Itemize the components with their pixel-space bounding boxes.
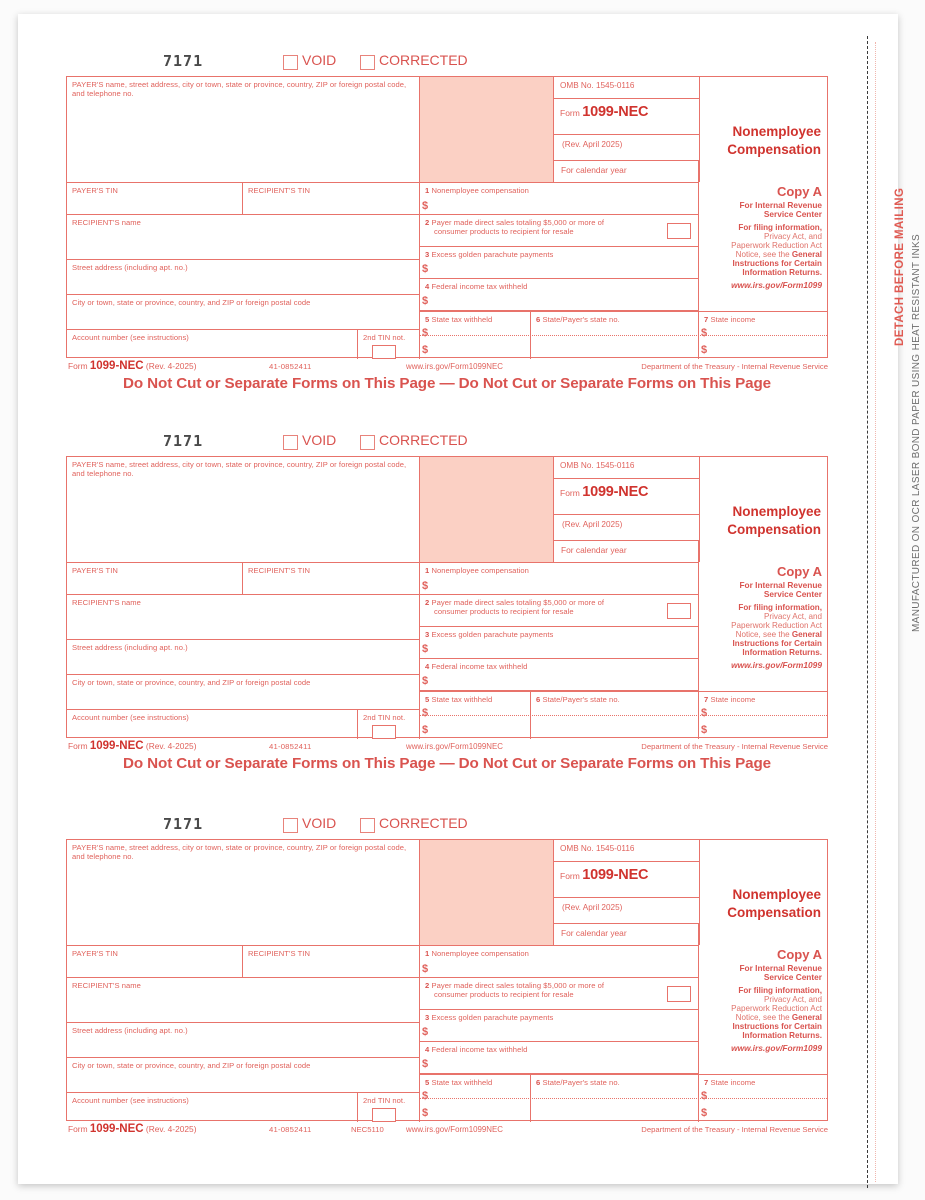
box-2-label-line-2: consumer products to recipient for resale	[434, 607, 574, 617]
payer-name-address-box[interactable]	[67, 457, 419, 562]
box-3-golden-parachute[interactable]	[419, 627, 699, 659]
form-number-label: 1099-NEC	[582, 484, 649, 500]
box-6-number: 6	[536, 695, 541, 704]
copy-a-blurb-1: For filing information,	[738, 222, 822, 232]
copy-a-blurb-6: Information Returns.	[742, 648, 822, 658]
city-state-zip-box[interactable]	[67, 1058, 419, 1093]
box-3-number: 3	[425, 630, 430, 639]
box-7-dollar-sign-1: $	[701, 1090, 708, 1102]
footer-revision: (Rev. 4-2025)	[145, 741, 197, 751]
box-2-checkbox[interactable]	[667, 986, 691, 1002]
void-label: VOID	[302, 52, 337, 68]
form-footer-2	[66, 739, 828, 754]
box-3-label: Excess golden parachute payments	[431, 1013, 554, 1022]
void-label: VOID	[302, 432, 337, 448]
revision-cell	[554, 515, 699, 541]
payer-name-address-box[interactable]	[67, 77, 419, 182]
box-4-dollar-sign: $	[422, 675, 429, 687]
corrected-checkbox[interactable]	[360, 435, 375, 450]
box-2-label-line-1: Payer made direct sales totaling $5,000 or more of	[431, 981, 605, 990]
calendar-year-label: For calendar year	[561, 928, 627, 938]
box-2-label-line-1: Payer made direct sales totaling $5,000 or more of	[431, 218, 605, 227]
box-7-dollar-sign-1: $	[701, 707, 708, 719]
perforation-red-edge	[875, 42, 876, 1182]
box-5-number: 5	[425, 1078, 430, 1087]
street-address-label: Street address (including apt. no.)	[72, 263, 188, 272]
box-6-label: State/Payer's state no.	[542, 1078, 620, 1087]
calendar-year-label: For calendar year	[561, 165, 627, 175]
payers-tin-box[interactable]	[67, 562, 242, 595]
box-7-number: 7	[704, 695, 709, 704]
box-7-dollar-sign-2: $	[701, 1107, 708, 1119]
revision-label: (Rev. April 2025)	[562, 520, 623, 529]
form-grid	[66, 456, 828, 738]
footer-url[interactable]: www.irs.gov/Form1099NEC	[406, 1125, 503, 1134]
payer-name-address-label: PAYER'S name, street address, city or town, state or province, country, ZIP or foreign postal code, and telephone no.	[72, 460, 407, 479]
form-number-label: 1099-NEC	[582, 104, 649, 120]
sheet-marking-7171: 7171	[163, 432, 204, 450]
copy-a-blurb-5: Instructions for Certain	[732, 639, 822, 649]
footer-catalog-code: 41-0852411	[269, 362, 312, 371]
copy-a-blurb-6: Information Returns.	[742, 268, 822, 278]
copy-a-blurb-4a: Notice, see the	[735, 249, 792, 259]
box-2-label-line-2: consumer products to recipient for resale	[434, 227, 574, 237]
form-footer-1	[66, 359, 828, 374]
copy-a-blurb-4a: Notice, see the	[735, 629, 792, 639]
recipients-name-label: RECIPIENT'S name	[72, 218, 141, 227]
form-number-label: 1099-NEC	[582, 867, 649, 883]
box-2-number: 2	[425, 598, 430, 607]
sheet-marking-7171: 7171	[163, 815, 204, 833]
box-7-dollar-sign-2: $	[701, 724, 708, 736]
copy-a-subtitle-2: Service Center	[763, 209, 822, 220]
box-5-dollar-sign-2: $	[422, 1107, 429, 1119]
account-number-box[interactable]	[67, 330, 357, 359]
box-1-dollar-sign: $	[422, 963, 429, 975]
box-3-dollar-sign: $	[422, 1026, 429, 1038]
heading-line-2: Compensation	[727, 521, 821, 537]
copy-a-subtitle-2: Service Center	[763, 972, 822, 983]
footer-url[interactable]: www.irs.gov/Form1099NEC	[406, 742, 503, 751]
street-address-box[interactable]	[67, 1023, 419, 1058]
payer-name-address-label: PAYER'S name, street address, city or town, state or province, country, ZIP or foreign postal code, and telephone no.	[72, 80, 407, 99]
footer-department: Department of the Treasury - Internal Revenue Service	[641, 1125, 828, 1134]
revision-cell	[554, 135, 699, 161]
box-7-dollar-sign-2: $	[701, 344, 708, 356]
copy-a-blurb-2: Privacy Act, and	[763, 994, 822, 1004]
payers-tin-box[interactable]	[67, 182, 242, 215]
box-1-number: 1	[425, 566, 430, 575]
box-1-label: Nonemployee compensation	[431, 566, 529, 575]
box-2-number: 2	[425, 981, 430, 990]
detach-before-mailing-text: DETACH BEFORE MAILING	[894, 187, 906, 346]
form-footer-3	[66, 1122, 828, 1137]
recipients-tin-box[interactable]	[242, 945, 419, 978]
box-3-golden-parachute[interactable]	[419, 1010, 699, 1042]
second-tin-box[interactable]	[357, 1093, 419, 1122]
box-5-dollar-sign-2: $	[422, 724, 429, 736]
box-3-dollar-sign: $	[422, 263, 429, 275]
omb-cell	[554, 457, 699, 479]
recipients-name-box[interactable]	[67, 978, 419, 1023]
copy-a-blurb-3: Paperwork Reduction Act	[731, 620, 822, 630]
corrected-label: CORRECTED	[379, 52, 468, 68]
box-4-label: Federal income tax withheld	[431, 282, 528, 291]
footer-revision: (Rev. 4-2025)	[145, 361, 197, 371]
box-4-dollar-sign: $	[422, 1058, 429, 1070]
box-2-number: 2	[425, 218, 430, 227]
footer-revision: (Rev. 4-2025)	[145, 1124, 197, 1134]
box-3-number: 3	[425, 1013, 430, 1022]
city-state-zip-box[interactable]	[67, 675, 419, 710]
box-4-number: 4	[425, 662, 430, 671]
box-6-label: State/Payer's state no.	[542, 695, 620, 704]
street-address-box[interactable]	[67, 640, 419, 675]
top-strip	[66, 432, 828, 456]
recipients-name-box[interactable]	[67, 595, 419, 640]
footer-catalog-code: 41-0852411	[269, 742, 312, 751]
form-copy-2	[66, 432, 828, 772]
perforation-line	[867, 36, 868, 1188]
footer-form-word: Form	[68, 1124, 88, 1134]
form-grid	[66, 76, 828, 358]
heading-line-1: Nonemployee	[732, 887, 821, 902]
state-rows-divider	[419, 715, 827, 716]
recipients-tin-label: RECIPIENT'S TIN	[248, 186, 310, 195]
copy-a-blurb-4a: Notice, see the	[735, 1012, 792, 1022]
footer-product-code: NEC5110	[351, 1125, 384, 1134]
copy-a-subtitle-1: For Internal Revenue	[739, 580, 822, 590]
second-tin-label: 2nd TIN not.	[363, 713, 406, 722]
box-5-dollar-sign-2: $	[422, 344, 429, 356]
copy-a-blurb-4b: General	[791, 629, 822, 639]
box-5-label: State tax withheld	[431, 1078, 493, 1087]
copy-a-blurb-3: Paperwork Reduction Act	[731, 1003, 822, 1013]
box-7-number: 7	[704, 315, 709, 324]
heading-line-2: Compensation	[727, 141, 821, 157]
payer-name-address-box[interactable]	[67, 840, 419, 945]
footer-form-word: Form	[68, 361, 88, 371]
box-4-label: Federal income tax withheld	[431, 662, 528, 671]
footer-catalog-code: 41-0852411	[269, 1125, 312, 1134]
form-copy-3	[66, 815, 828, 1137]
omb-cell	[554, 840, 699, 862]
form-word-label: Form	[560, 871, 580, 881]
calendar-year-cell[interactable]	[554, 161, 699, 182]
copy-a-title: Copy A	[776, 564, 822, 579]
box-5-dollar-sign-1: $	[422, 707, 429, 719]
footer-department: Department of the Treasury - Internal Revenue Service	[641, 742, 828, 751]
recipients-name-box[interactable]	[67, 215, 419, 260]
box-2-direct-sales[interactable]	[419, 595, 699, 627]
box-5-dollar-sign-1: $	[422, 327, 429, 339]
footer-form-identifier	[68, 740, 197, 752]
payers-tin-label: PAYER'S TIN	[72, 566, 118, 575]
box-1-nonemployee-compensation[interactable]	[419, 562, 699, 595]
second-tin-checkbox[interactable]	[372, 725, 396, 739]
omb-cell	[554, 77, 699, 99]
box-2-direct-sales[interactable]	[419, 978, 699, 1010]
payers-tin-box[interactable]	[67, 945, 242, 978]
second-tin-checkbox[interactable]	[372, 1108, 396, 1122]
second-tin-checkbox[interactable]	[372, 345, 396, 359]
heading-line-1: Nonemployee	[732, 504, 821, 519]
copy-a-subtitle-2: Service Center	[763, 589, 822, 600]
box-2-label-line-1: Payer made direct sales totaling $5,000 or more of	[431, 598, 605, 607]
box-7-label: State income	[710, 1078, 756, 1087]
calendar-year-cell[interactable]	[554, 541, 699, 562]
box-2-checkbox[interactable]	[667, 223, 691, 239]
account-number-label: Account number (see instructions)	[72, 713, 189, 722]
copy-a-url[interactable]: www.irs.gov/Form1099	[731, 660, 822, 671]
box-3-dollar-sign: $	[422, 643, 429, 655]
copy-a-blurb-3: Paperwork Reduction Act	[731, 240, 822, 250]
form-number-cell	[554, 479, 699, 515]
corrected-checkbox[interactable]	[360, 55, 375, 70]
street-address-label: Street address (including apt. no.)	[72, 643, 188, 652]
box-2-direct-sales[interactable]	[419, 215, 699, 247]
street-address-label: Street address (including apt. no.)	[72, 1026, 188, 1035]
pink-shaded-area	[419, 77, 554, 182]
box-5-number: 5	[425, 695, 430, 704]
box-5-label: State tax withheld	[431, 695, 493, 704]
omb-number-label: OMB No. 1545-0116	[560, 844, 635, 853]
footer-form-number: 1099-NEC	[89, 740, 144, 752]
copy-a-title: Copy A	[776, 947, 822, 962]
payers-tin-label: PAYER'S TIN	[72, 949, 118, 958]
copy-a-blurb-5: Instructions for Certain	[732, 259, 822, 269]
calendar-year-label: For calendar year	[561, 545, 627, 555]
revision-cell	[554, 898, 699, 924]
top-strip	[66, 815, 828, 839]
recipients-tin-box[interactable]	[242, 182, 419, 215]
payers-tin-label: PAYER'S TIN	[72, 186, 118, 195]
box-7-dollar-sign-1: $	[701, 327, 708, 339]
copy-a-blurb-1: For filing information,	[738, 985, 822, 995]
footer-department: Department of the Treasury - Internal Revenue Service	[641, 362, 828, 371]
form-word-label: Form	[560, 488, 580, 498]
second-tin-label: 2nd TIN not.	[363, 333, 406, 342]
copy-a-blurb-1: For filing information,	[738, 602, 822, 612]
box-4-label: Federal income tax withheld	[431, 1045, 528, 1054]
revision-label: (Rev. April 2025)	[562, 903, 623, 912]
city-state-zip-label: City or town, state or province, country, and ZIP or foreign postal code	[72, 1061, 311, 1070]
box-2-label-line-2: consumer products to recipient for resale	[434, 990, 574, 1000]
box-7-label: State income	[710, 695, 756, 704]
second-tin-box[interactable]	[357, 330, 419, 359]
copy-a-blurb-6: Information Returns.	[742, 1031, 822, 1041]
omb-number-label: OMB No. 1545-0116	[560, 81, 635, 90]
top-strip	[66, 52, 828, 76]
box-6-number: 6	[536, 1078, 541, 1087]
box-5-dollar-sign-1: $	[422, 1090, 429, 1102]
box-4-number: 4	[425, 1045, 430, 1054]
form-number-cell	[554, 99, 699, 135]
state-rows-divider	[419, 1098, 827, 1099]
nonemployee-compensation-heading	[727, 886, 821, 922]
account-number-box[interactable]	[67, 1093, 357, 1122]
do-not-cut-notice-2: Do Not Cut or Separate Forms on This Page — Do Not Cut or Separate Forms on This Page	[122, 755, 772, 772]
corrected-label: CORRECTED	[379, 432, 468, 448]
manufactured-paper-text: MANUFACTURED ON OCR LASER BOND PAPER USING HEAT RESISTANT INKS	[911, 233, 922, 632]
form-copy-1	[66, 52, 828, 392]
box-4-federal-income-tax-withheld[interactable]	[419, 279, 699, 311]
box-5-label: State tax withheld	[431, 315, 493, 324]
box-7-number: 7	[704, 1078, 709, 1087]
box-6-number: 6	[536, 315, 541, 324]
pink-shaded-area	[419, 840, 554, 945]
form-word-label: Form	[560, 108, 580, 118]
heading-line-1: Nonemployee	[732, 124, 821, 139]
corrected-checkbox[interactable]	[360, 818, 375, 833]
box-5-number: 5	[425, 315, 430, 324]
footer-form-number: 1099-NEC	[89, 360, 144, 372]
pink-shaded-area	[419, 457, 554, 562]
box-1-label: Nonemployee compensation	[431, 949, 529, 958]
street-address-box[interactable]	[67, 260, 419, 295]
copy-a-title: Copy A	[776, 184, 822, 199]
copy-a-blurb-4b: General	[791, 249, 822, 259]
box-1-number: 1	[425, 186, 430, 195]
box-2-checkbox[interactable]	[667, 603, 691, 619]
box-1-nonemployee-compensation[interactable]	[419, 182, 699, 215]
do-not-cut-notice-1: Do Not Cut or Separate Forms on This Page — Do Not Cut or Separate Forms on This Page	[122, 375, 772, 392]
account-number-label: Account number (see instructions)	[72, 333, 189, 342]
state-rows-divider	[419, 335, 827, 336]
box-4-federal-income-tax-withheld[interactable]	[419, 659, 699, 691]
payer-name-address-label: PAYER'S name, street address, city or town, state or province, country, ZIP or foreign postal code, and telephone no.	[72, 843, 407, 862]
second-tin-label: 2nd TIN not.	[363, 1096, 406, 1105]
recipients-tin-label: RECIPIENT'S TIN	[248, 949, 310, 958]
form-grid	[66, 839, 828, 1121]
corrected-label: CORRECTED	[379, 815, 468, 831]
footer-form-identifier	[68, 360, 197, 372]
city-state-zip-box[interactable]	[67, 295, 419, 330]
city-state-zip-label: City or town, state or province, country, and ZIP or foreign postal code	[72, 678, 311, 687]
copy-a-url[interactable]: www.irs.gov/Form1099	[731, 1043, 822, 1054]
recipients-name-label: RECIPIENT'S name	[72, 981, 141, 990]
footer-form-number: 1099-NEC	[89, 1123, 144, 1135]
void-checkbox[interactable]	[283, 55, 298, 70]
box-3-number: 3	[425, 250, 430, 259]
box-4-dollar-sign: $	[422, 295, 429, 307]
omb-number-label: OMB No. 1545-0116	[560, 461, 635, 470]
box-1-number: 1	[425, 949, 430, 958]
void-checkbox[interactable]	[283, 818, 298, 833]
recipients-tin-label: RECIPIENT'S TIN	[248, 566, 310, 575]
form-sheet	[18, 14, 922, 1184]
sheet-marking-7171: 7171	[163, 52, 204, 70]
box-7-label: State income	[710, 315, 756, 324]
void-label: VOID	[302, 815, 337, 831]
footer-form-word: Form	[68, 741, 88, 751]
copy-a-subtitle-1: For Internal Revenue	[739, 200, 822, 210]
nonemployee-compensation-heading	[727, 503, 821, 539]
copy-a-blurb-4b: General	[791, 1012, 822, 1022]
box-1-nonemployee-compensation[interactable]	[419, 945, 699, 978]
copy-a-url[interactable]: www.irs.gov/Form1099	[731, 280, 822, 291]
revision-label: (Rev. April 2025)	[562, 140, 623, 149]
recipients-tin-box[interactable]	[242, 562, 419, 595]
footer-url[interactable]: www.irs.gov/Form1099NEC	[406, 362, 503, 371]
calendar-year-cell[interactable]	[554, 924, 699, 945]
account-number-label: Account number (see instructions)	[72, 1096, 189, 1105]
nonemployee-compensation-heading	[727, 123, 821, 159]
form-number-cell	[554, 862, 699, 898]
second-tin-box[interactable]	[357, 710, 419, 739]
box-1-dollar-sign: $	[422, 200, 429, 212]
footer-form-identifier	[68, 1123, 197, 1135]
copy-a-blurb-2: Privacy Act, and	[763, 611, 822, 621]
box-3-label: Excess golden parachute payments	[431, 250, 554, 259]
box-3-golden-parachute[interactable]	[419, 247, 699, 279]
box-1-label: Nonemployee compensation	[431, 186, 529, 195]
account-number-box[interactable]	[67, 710, 357, 739]
heading-line-2: Compensation	[727, 904, 821, 920]
box-3-label: Excess golden parachute payments	[431, 630, 554, 639]
copy-a-blurb-2: Privacy Act, and	[763, 231, 822, 241]
box-6-label: State/Payer's state no.	[542, 315, 620, 324]
void-checkbox[interactable]	[283, 435, 298, 450]
box-4-federal-income-tax-withheld[interactable]	[419, 1042, 699, 1074]
box-1-dollar-sign: $	[422, 580, 429, 592]
city-state-zip-label: City or town, state or province, country, and ZIP or foreign postal code	[72, 298, 311, 307]
copy-a-blurb-5: Instructions for Certain	[732, 1022, 822, 1032]
box-4-number: 4	[425, 282, 430, 291]
recipients-name-label: RECIPIENT'S name	[72, 598, 141, 607]
copy-a-subtitle-1: For Internal Revenue	[739, 963, 822, 973]
